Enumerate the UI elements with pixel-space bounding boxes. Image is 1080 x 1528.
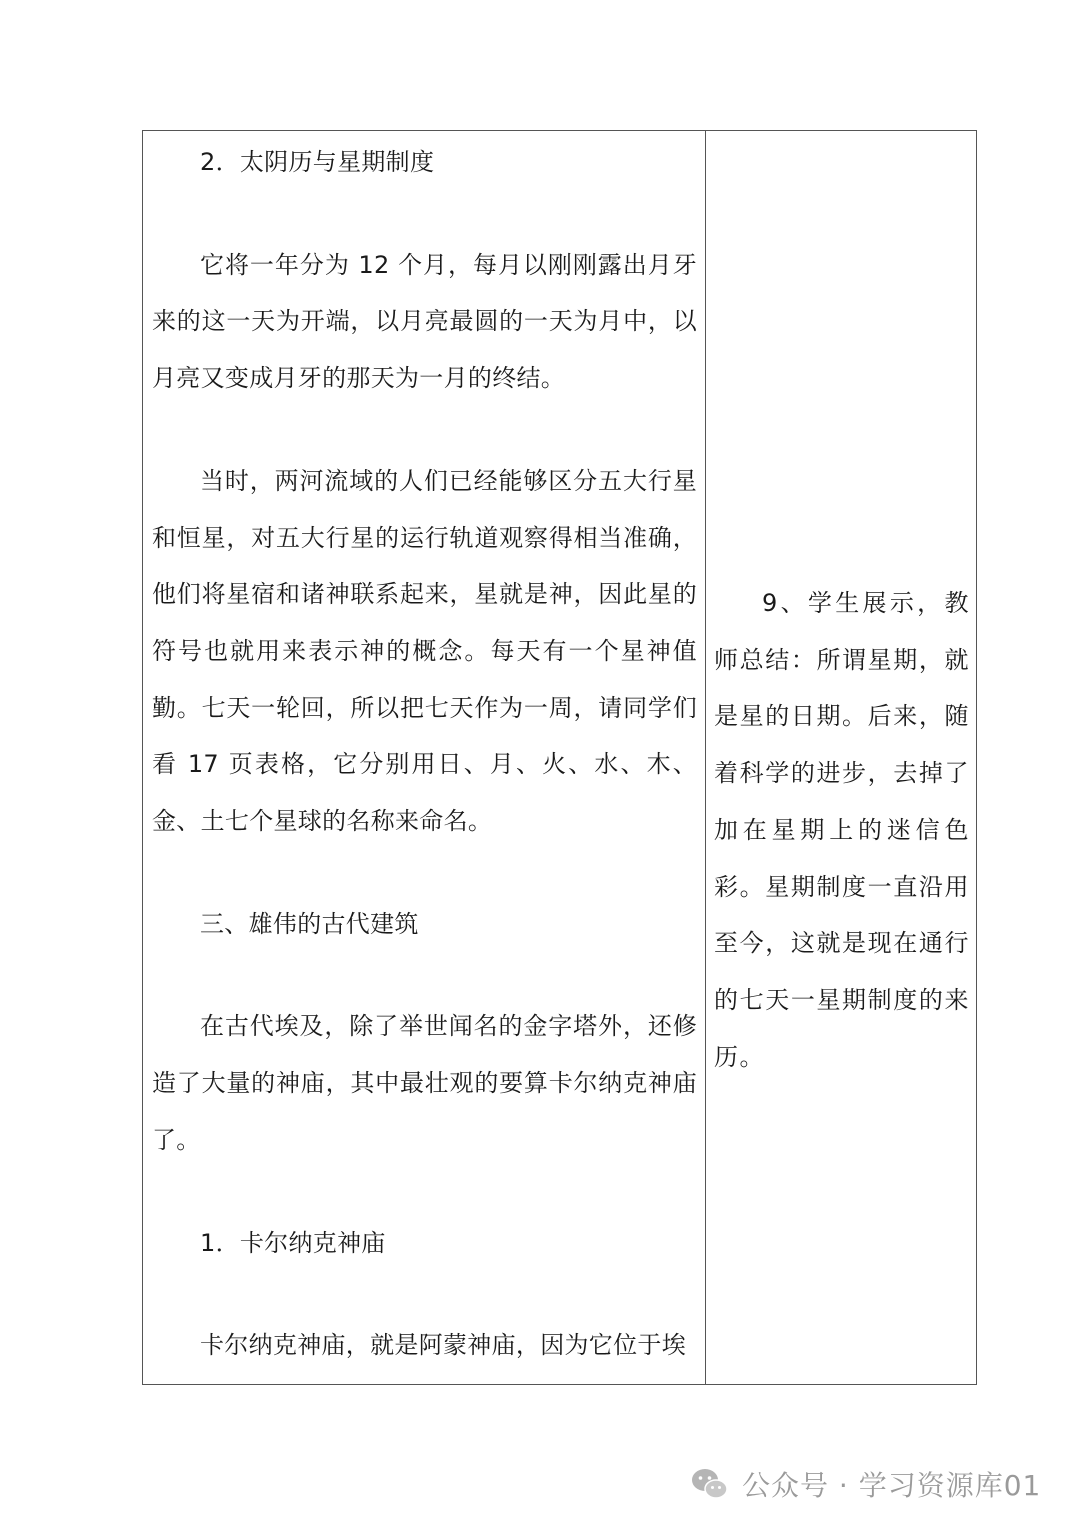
content-cell xyxy=(152,131,697,1374)
column-divider xyxy=(705,131,706,1384)
section-heading: 2．太阴历与星期制度 xyxy=(200,148,435,176)
wechat-icon xyxy=(688,1462,732,1506)
paragraph: 当时，两河流域的人们已经能够区分五大行星和恒星，对五大行星的运行轨道观察得相当准确，他们将星宿和诸神联系起来，星就是神，因此星的符号也就用来表示神的概念。每天有一个星神值勤。七天一轮回，所以把七天作为一周，请同学们看 17 页表格，它分别用日、月、火、水、木、金、土七个星球的名称来命名。 xyxy=(152,466,697,836)
watermark xyxy=(688,1462,1041,1506)
activity-text: 9、学生展示，教师总结：所谓星期，就是星的日期。后来，随着科学的进步，去掉了加在星期上的迷信色彩。星期制度一直沿用至今，这就是现在通行的七天一星期制度的来历。 xyxy=(714,589,970,1071)
section-heading: 三、雄伟的古代建筑 xyxy=(200,909,419,938)
activity-cell xyxy=(714,131,970,1085)
paragraph: 在古代埃及，除了举世闻名的金字塔外，还修造了大量的神庙，其中最壮观的要算卡尔纳克神庙了。 xyxy=(152,1012,697,1154)
section-heading: 1．卡尔纳克神庙 xyxy=(200,1228,386,1257)
paragraph: 卡尔纳克神庙，就是阿蒙神庙，因为它位于埃 xyxy=(200,1331,686,1360)
paragraph: 它将一年分为 12 个月，每月以刚刚露出月牙来的这一天为开端，以月亮最圆的一天为月中，以月亮又变成月牙的那天为一月的终结。 xyxy=(152,250,697,393)
lesson-table xyxy=(142,130,977,1385)
watermark-text: 公众号 · 学习资源库01 xyxy=(742,1469,1042,1502)
